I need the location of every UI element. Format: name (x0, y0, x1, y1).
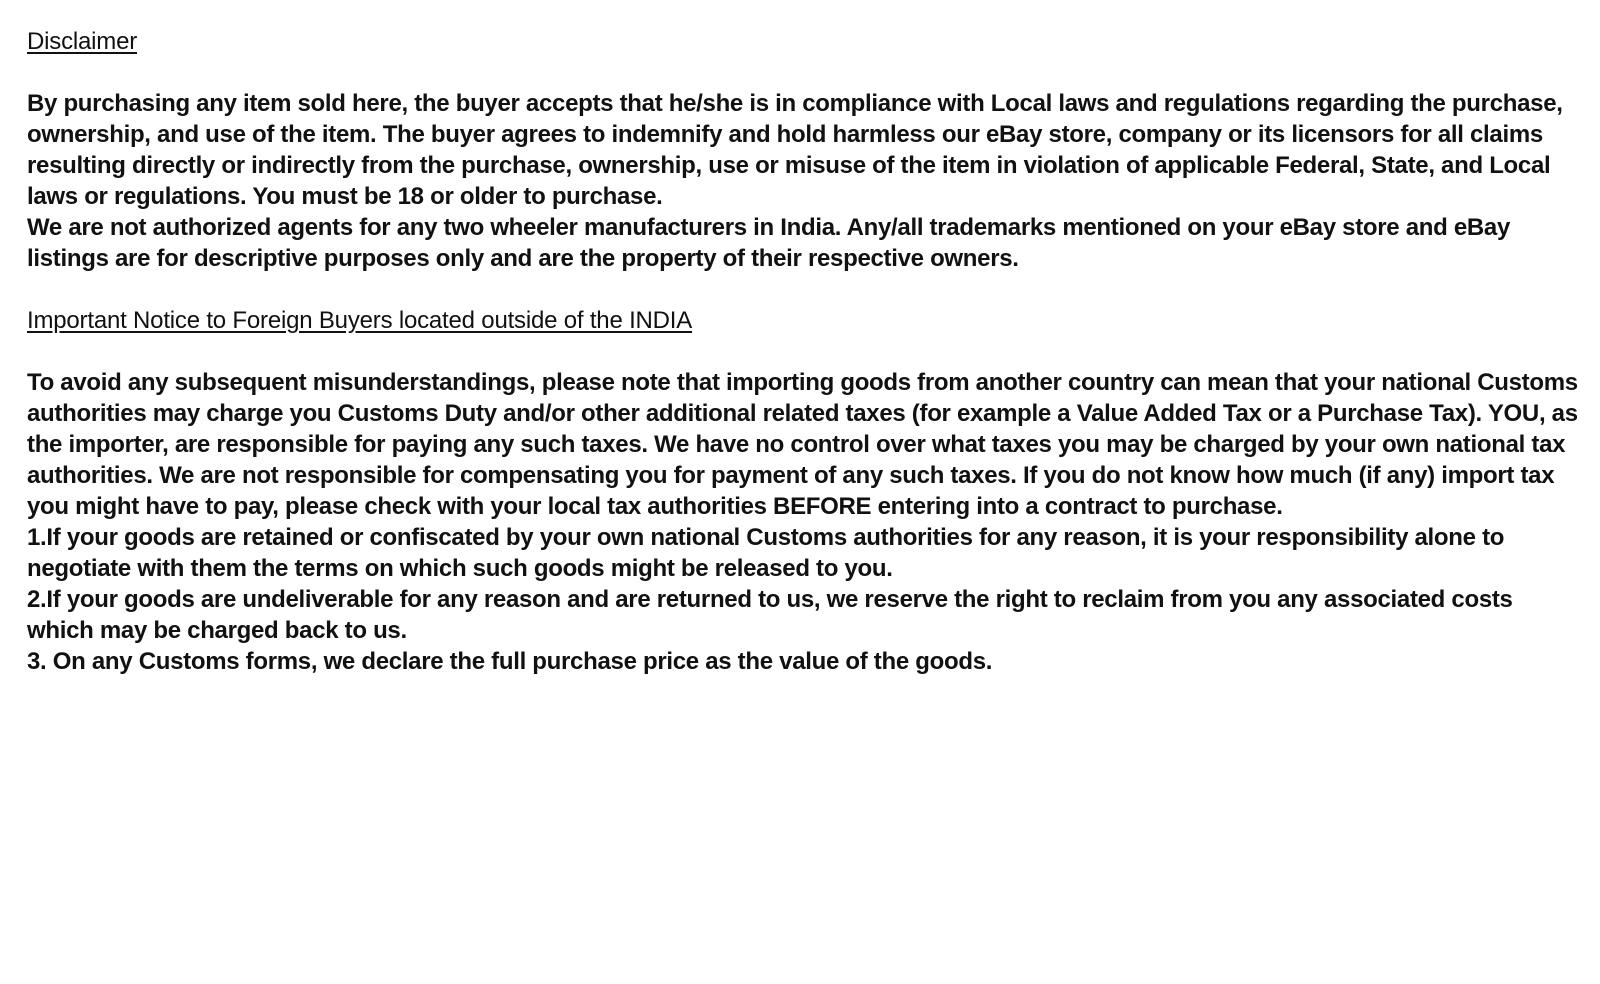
disclaimer-paragraph-trademarks: We are not authorized agents for any two wheeler manufacturers in India. Any/all trademarks mentioned on your eBay store and eBay listings are for descriptive purposes only and are the property of their respective owners. (27, 214, 1511, 272)
customs-point-retained: 1.If your goods are retained or confiscated by your own national Customs authorities for any reason, it is your responsibility alone to negotiate with them the terms on which such goods might be released to you. (27, 524, 1505, 582)
customs-point-declaration: 3. On any Customs forms, we declare the full purchase price as the value of the goods. (27, 648, 993, 675)
disclaimer-paragraph-compliance: By purchasing any item sold here, the buyer accepts that he/she is in compliance with Local laws and regulations regarding the purchase, ownership, and use of the item. The buyer agrees to indemnify and hold harmless our eBay store, company or its licensors for all claims resulting directly or indirectly from the purchase, ownership, use or misuse of the item in violation of applicable Federal, State, and Local laws or regulations. You must be 18 or older to purchase. (27, 90, 1563, 210)
foreign-buyers-heading: Important Notice to Foreign Buyers located outside of the INDIA (27, 307, 693, 334)
disclaimer-heading: Disclaimer (27, 28, 138, 55)
spacer (27, 274, 1580, 305)
spacer (27, 336, 1580, 367)
customs-point-undeliverable: 2.If your goods are undeliverable for any reason and are returned to us, we reserve the right to reclaim from you any associated costs which may be charged back to us. (27, 586, 1513, 644)
customs-intro-paragraph: To avoid any subsequent misunderstandings, please note that importing goods from another country can mean that your national Customs authorities may charge you Customs Duty and/or other additional related taxes (for example a Value Added Tax or a Purchase Tax). YOU, as the importer, are responsible for paying any such taxes. We have no control over what taxes you may be charged by your own national tax authorities. We are not responsible for compensating you for payment of any such taxes. If you do not know how much (if any) import tax you might have to pay, please check with your local tax authorities BEFORE entering into a contract to purchase. (27, 369, 1578, 520)
spacer (27, 57, 1580, 88)
